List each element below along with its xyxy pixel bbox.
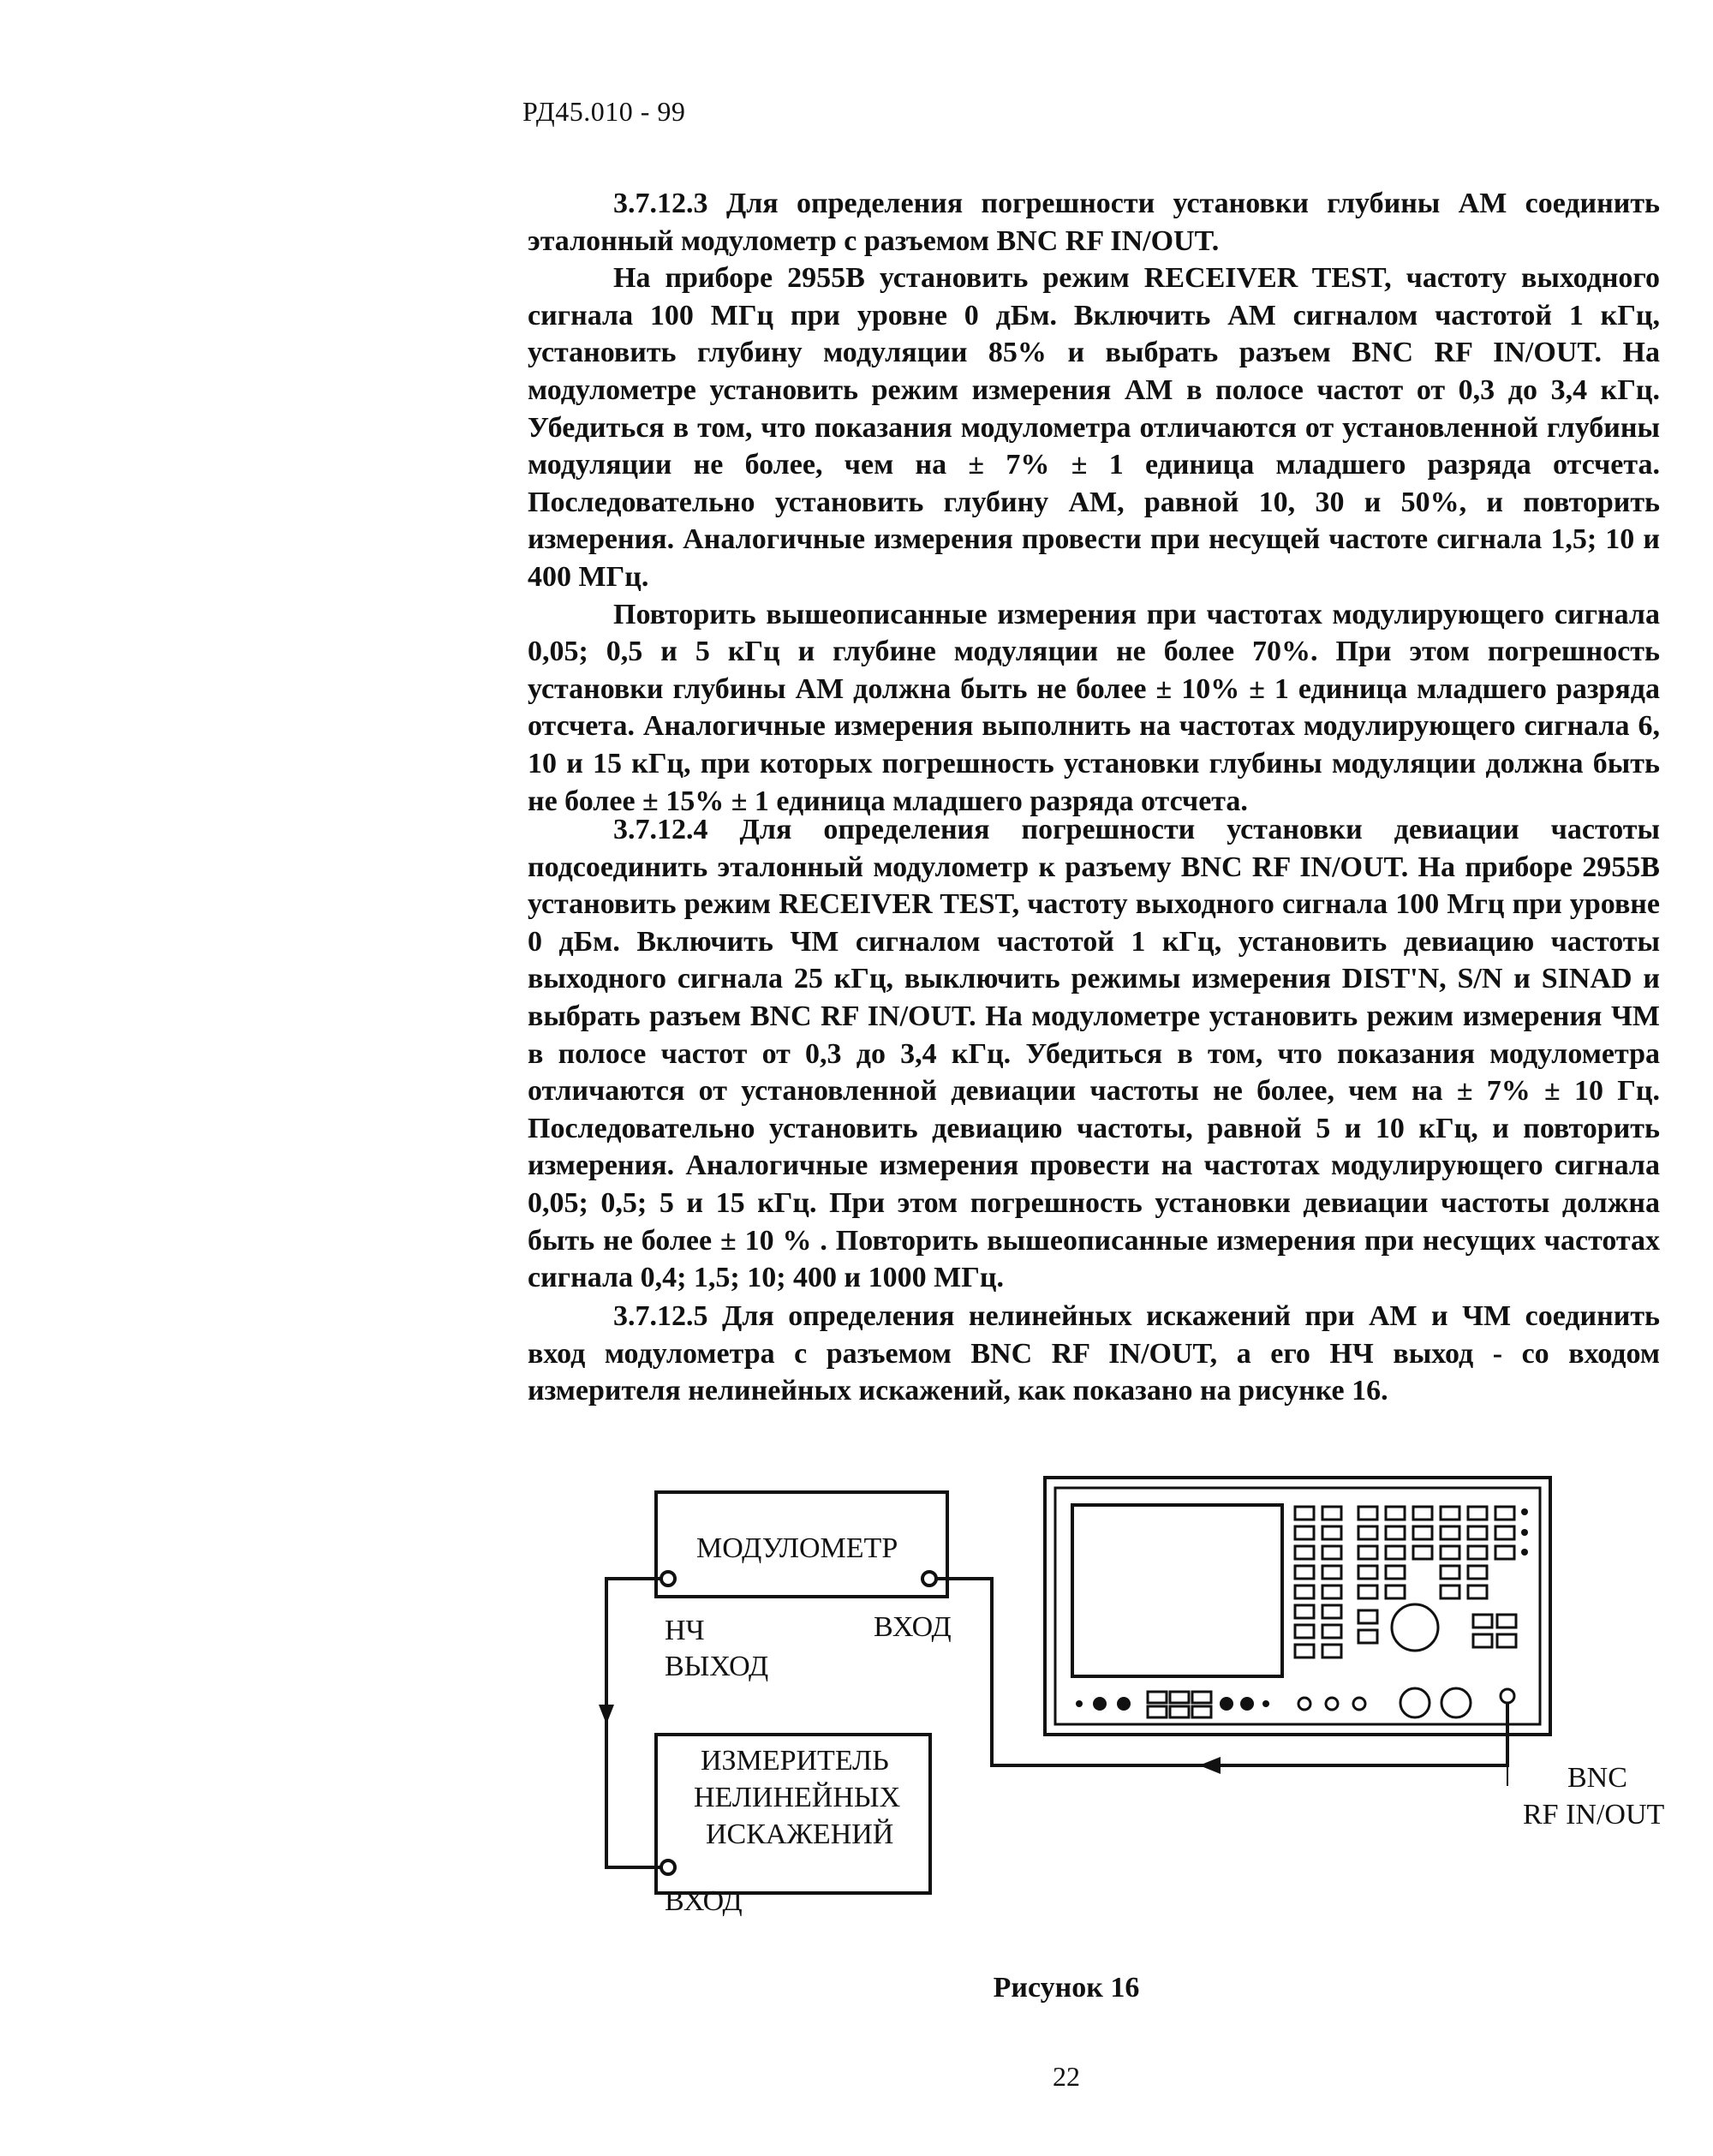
label-output: ВЫХОД (665, 1651, 769, 1682)
paragraph: Повторить вышеописанные измерения при частотах модулирующего сигнала 0,05; 0,5 и 5 кГц и глубине модуляции не более 70%. При этом погрешность установки глубины АМ должна быть не более ± 10% ± 1 единица младшего разряда отсчета. Аналогичные измерения выполнить на частотах модулирующего сигнала 6, 10 и 15 кГц, при которых погрешность установки глубины модуляции должна быть не более ± 15% ± 1 единица младшего разряда отсчета. (528, 598, 1660, 817)
page-number: 22 (1053, 2061, 1080, 2092)
paragraph: 3.7.12.4 Для определения погрешности установки девиации частоты подсоединить эталонный модулометр к разъему BNC RF IN/OUT. На приборе 2955В установить режим RECEIVER TEST, частоту выходного сигнала 100 Мгц при уровне 0 дБм. Включить ЧМ сигналом частотой 1 кГц, установить девиацию частоты выходного сигнала 25 кГц, выключить режимы измерения DIST'N, S/N и SINAD и выбрать разъем BNC RF IN/OUT. На модулометре установить режим измерения ЧМ в полосе частот от 0,3 до 3,4 кГц. Убедиться в том, что показания модулометра отличаются от установленной девиации частоты не более, чем на ± 7% ± 10 Гц. Последовательно установить девиацию частоты, равной 5 и 10 кГц, и повторить измерения. Аналогичные измерения провести на частотах модулирующего сигнала 0,05; 0,5; 5 и 15 кГц. При этом погрешность установки девиации частоты должна быть не более ± 10 % . Повторить вышеописанные измерения при несущих частотах сигнала 0,4; 1,5; 10; 400 и 1000 МГц. (528, 814, 1660, 1294)
label-dist-input: ВХОД (665, 1885, 743, 1917)
label-bnc: BNC (1567, 1762, 1627, 1794)
wire-lf-out (606, 1579, 668, 1867)
paragraph: 3.7.12.5 Для определения нелинейных искажений при АМ и ЧМ соединить вход модулометра с разъемом BNC RF IN/OUT, а его НЧ выход - со входом измерителя нелинейных искажений, как показано на рисунке 16. (528, 1300, 1660, 1407)
label-modulometer: МОДУЛОМЕТР (696, 1532, 898, 1564)
arrow-down (599, 1705, 614, 1724)
instrument-knob (1392, 1604, 1438, 1651)
arrow-left (1199, 1757, 1221, 1774)
label-lf: НЧ (665, 1615, 705, 1646)
connector-mod-in (922, 1572, 936, 1586)
label-distortion-3: ИСКАЖЕНИЙ (706, 1819, 894, 1850)
figure-16-diagram (582, 1460, 1687, 1923)
wire-rf (929, 1579, 1507, 1765)
paragraph: На приборе 2955В установить режим RECEIVER TEST, частоту выходного сигнала 100 МГц при уровне 0 дБм. Включить АМ сигналом частотой 1 кГц, установить глубину модуляции 85% и выбрать разъем BNC RF IN/OUT. На модулометре установить режим измерения АМ в полосе частот от 0,3 до 3,4 кГц. Убедиться в том, что показания модулометра отличаются от установленной глубины модуляции не более, чем на ± 7% ± 1 единица младшего разряда отсчета. Последовательно установить глубину АМ, равной 10, 30 и 50%, и повторить измерения. Аналогичные измерения провести при несущей частоте сигнала 1,5; 10 и 400 МГц. (528, 262, 1660, 593)
label-distortion-2: НЕЛИНЕЙНЫХ (694, 1782, 901, 1813)
section-3-7-12-4 (528, 811, 1660, 1297)
connector-dist-in (661, 1860, 675, 1874)
connection-diagram (582, 1460, 1687, 1923)
label-distortion-1: ИЗМЕРИТЕЛЬ (701, 1745, 889, 1777)
bnc-rf-connector (1501, 1689, 1514, 1703)
label-rf-in-out: RF IN/OUT (1523, 1799, 1665, 1831)
section-3-7-12-3 (528, 185, 1660, 820)
section-3-7-12-5 (528, 1298, 1660, 1410)
document-header: РД45.010 - 99 (522, 96, 686, 127)
label-mod-input: ВХОД (874, 1611, 952, 1643)
figure-caption: Рисунок 16 (993, 1972, 1140, 2004)
connector-lf-out (661, 1572, 675, 1586)
instrument-screen (1072, 1505, 1282, 1676)
paragraph: 3.7.12.3 Для определения погрешности установки глубины АМ соединить эталонный модулометр с разъемом BNC RF IN/OUT. (528, 188, 1660, 257)
